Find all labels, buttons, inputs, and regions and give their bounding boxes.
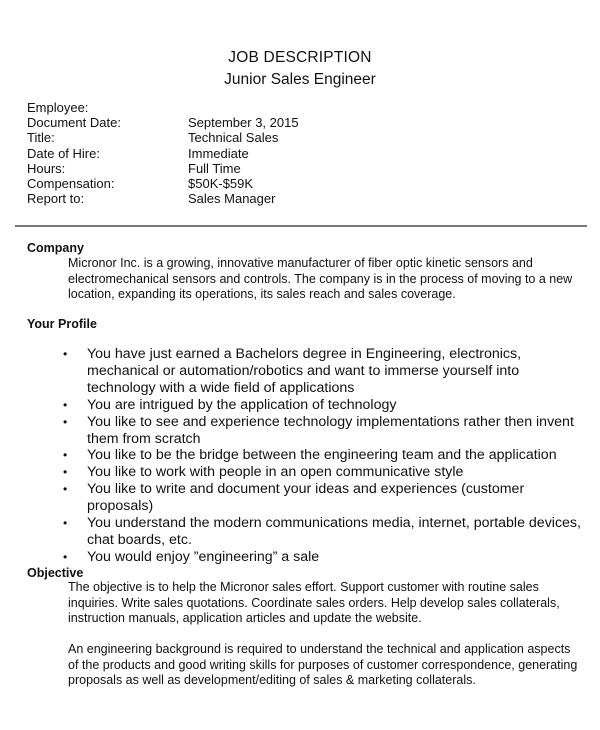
objective-paragraph-2: An engineering background is required to understand the technical and application aspects of the products and good writing skills for purposes of customer correspondence, generating proposals as well as development/editing of sales & marketing collaterals.: [68, 642, 578, 687]
section-divider: [15, 225, 587, 227]
meta-row-date-of-hire: [27, 146, 299, 161]
meta-label: Date of Hire:: [27, 145, 100, 161]
bullet-icon: •: [63, 516, 68, 531]
list-item-text: You like to write and document your ideas and experiences (customer proposals): [87, 481, 525, 515]
meta-label: Compensation:: [27, 175, 115, 191]
meta-value: Technical Sales: [188, 130, 279, 146]
meta-value: Sales Manager: [188, 191, 276, 207]
objective-paragraph-1: The objective is to help the Micronor sales effort. Support customer with routine sales inquiries. Write sales quotations. Coordinate sales orders. Help develop sales collaterals, instruction manuals, application articles and update the website.: [68, 580, 560, 625]
meta-label: Report to:: [27, 191, 85, 207]
meta-label: Hours:: [27, 160, 66, 176]
list-item-text: You like to work with people in an open communicative style: [87, 464, 464, 481]
meta-row-title: [27, 130, 299, 145]
meta-value: Full Time: [188, 160, 241, 176]
list-item: [63, 397, 583, 414]
list-item: [63, 549, 583, 566]
company-description: Micronor Inc. is a growing, innovative manufacturer of fiber optic kinetic sensors and electromechanical sensors and controls. The company is in the process of moving to a new location, expanding its operations, its sales reach and sales coverage.: [68, 256, 573, 301]
meta-label: Title:: [27, 130, 55, 146]
objective-heading: Objective: [27, 566, 84, 580]
meta-row-document-date: [27, 115, 299, 130]
list-item-text: You like to see and experience technology implementations rather then invent them from scratch: [87, 413, 574, 447]
meta-row-hours: [27, 161, 299, 176]
document-title: JOB DESCRIPTION: [228, 49, 372, 66]
list-item: [63, 481, 583, 515]
profile-list: [63, 346, 583, 566]
bullet-icon: •: [63, 549, 68, 564]
meta-row-report-to: [27, 191, 299, 206]
bullet-icon: •: [63, 347, 68, 361]
meta-row-compensation: [27, 176, 299, 191]
profile-heading: Your Profile: [27, 317, 97, 331]
list-item-text: You understand the modern communications media, internet, portable devices, chat boards, etc.: [87, 515, 581, 548]
list-item-text: You would enjoy ”engineering” a sale: [87, 548, 320, 565]
list-item-text: You like to be the bridge between the engineering team and the application: [87, 447, 557, 464]
job-details-table: [27, 100, 299, 206]
bullet-icon: •: [63, 465, 68, 480]
list-item: [63, 447, 583, 464]
list-item-text: You have just earned a Bachelors degree in Engineering, electronics, mechanical or automation/robotics and want to immerse yourself into technology with a wide field of applications: [87, 346, 522, 396]
list-item: [63, 464, 583, 481]
meta-label: Document Date:: [27, 115, 121, 131]
bullet-icon: •: [63, 414, 68, 429]
meta-label: Employee:: [27, 100, 89, 115]
meta-value: September 3, 2015: [188, 115, 299, 131]
bullet-icon: •: [63, 482, 68, 497]
list-item: [63, 346, 583, 397]
list-item: [63, 515, 583, 549]
document-header: [0, 47, 600, 91]
list-item: [63, 414, 583, 448]
meta-value: $50K-$59K: [188, 175, 254, 191]
document-subtitle: Junior Sales Engineer: [224, 71, 376, 88]
meta-row-employee: [27, 100, 299, 115]
meta-value: Immediate: [188, 145, 249, 161]
list-item-text: You are intrigued by the application of technology: [87, 396, 397, 413]
company-heading: Company: [27, 241, 84, 255]
bullet-icon: •: [63, 448, 68, 463]
bullet-icon: •: [63, 397, 68, 412]
